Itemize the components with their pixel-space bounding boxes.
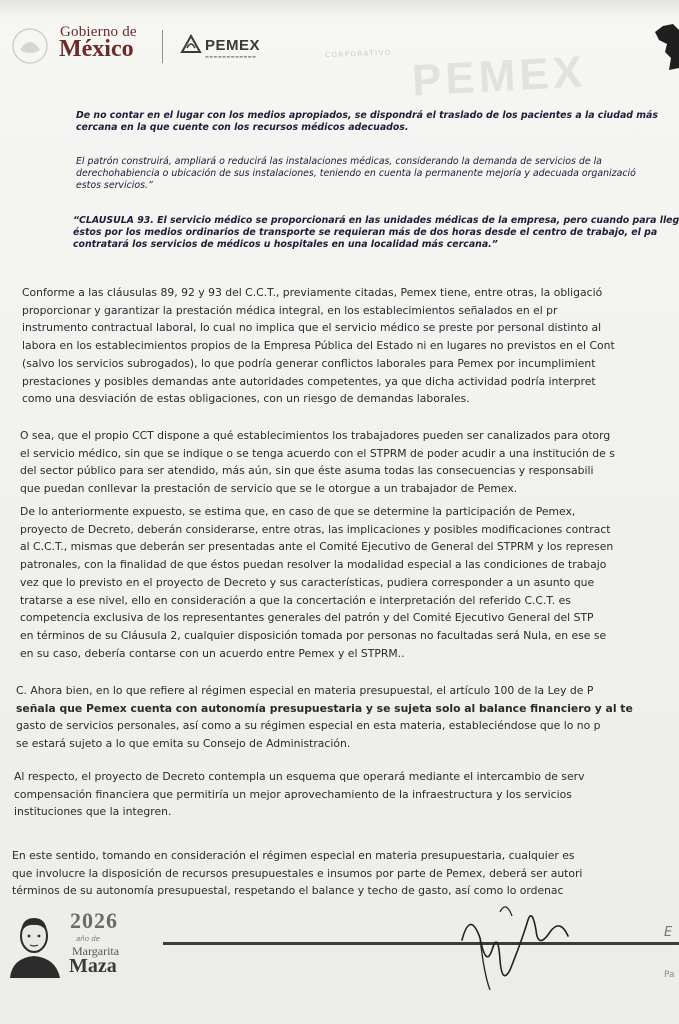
coat-of-arms-icon xyxy=(10,26,50,66)
corner-initial: E xyxy=(664,925,673,940)
paragraph-line: competencia exclusiva de los representantes generales del patrón y del Comité Ejecutivo General del STP xyxy=(20,611,594,625)
pemex-tagline-lines: ▬▬▬▬▬▬▬▬▬▬▬▬ xyxy=(205,54,257,59)
page-number-label: Pa xyxy=(664,970,675,980)
year-of-label: año de xyxy=(76,935,100,943)
paragraph-line: De lo anteriormente expuesto, se estima que, en caso de que se determine la participación de Pemex, xyxy=(20,505,576,518)
quote-line: contratará los servicios de médicos u hospitales en una localidad más cercana.” xyxy=(73,239,498,250)
pemex-logo-icon xyxy=(180,34,202,54)
paragraph-line: el servicio médico, sin que se indique o se tenga acuerdo con el STPRM de poder acudir a una institución de s xyxy=(20,446,615,460)
paragraph-line: En este sentido, tomando en consideración el régimen especial en materia presupuestaria, cualquier es xyxy=(12,849,575,862)
paragraph-line: se estará sujeto a lo que emita su Consejo de Administración. xyxy=(16,737,351,751)
quote-line: “CLÁUSULA 93. El servicio médico se proporcionará en las unidades médicas de la empresa, pero cuando para lleg xyxy=(73,215,679,226)
paragraph-line: que puedan conllevar la prestación de servicio que se le otorgue a un trabajador de Pemex. xyxy=(20,482,518,496)
paragraph-line: instituciones que la integren. xyxy=(14,805,172,819)
margarita-maza-portrait-icon xyxy=(2,908,66,978)
paragraph-line: en su caso, debería contarse con un acuerdo entre Pemex y el STPRM.. xyxy=(20,646,405,660)
quote-line: derechohabiencia o ubicación de sus instalaciones, teniendo en cuenta la permanente mejoría y adecuada organizació xyxy=(76,168,636,179)
pemex-watermark: PEMEX xyxy=(410,47,588,106)
quote-line: El patrón construirá, ampliará o reducirá las instalaciones médicas, considerando la demanda de servicios de la xyxy=(76,156,602,167)
paragraph-line: O sea, que el propio CCT dispone a qué establecimientos los trabajadores pueden ser canalizados para otorg xyxy=(20,429,611,442)
paragraph-line: proyecto de Decreto, deberán considerarse, entre otras, las implicaciones y posibles modificaciones contract xyxy=(20,522,611,536)
footer-rule xyxy=(163,942,679,945)
quote-block-2 xyxy=(76,156,679,192)
paragraph-line: Al respecto, el proyecto de Decreto contempla un esquema que operará mediante el intercambio de serv xyxy=(14,770,585,783)
paragraph-line: instrumento contractual laboral, lo cual no implica que el servicio médico se preste por personal distinto al xyxy=(22,321,602,335)
paragraph-line: vez que lo previsto en el proyecto de Decreto y sus características, pudiera corresponder a un asunto que xyxy=(20,575,595,589)
quote-line: cercana en la que cuente con los recursos médicos adecuados. xyxy=(76,122,409,133)
paragraph-line: señala que Pemex cuenta con autonomía presupuestaria y se sujeta solo al balance financiero y al te xyxy=(16,701,633,715)
paragraph-line: en términos de su Cláusula 2, cualquier disposición tomada por personas no facultadas será Nula, en ese se xyxy=(20,628,607,642)
letterhead xyxy=(0,0,679,106)
paragraph-1 xyxy=(22,284,679,408)
paragraph-line: patronales, con la finalidad de que éstos puedan resolver la modalidad especial a las condiciones de trabajo xyxy=(20,558,607,572)
corporate-tag: CORPORATIVO xyxy=(324,48,392,60)
paragraph-line: proporcionar y garantizar la prestación médica integral, en los establecimientos señalados en el pr xyxy=(22,303,558,317)
paragraph-line: Conforme a las cláusulas 89, 92 y 93 del C.C.T., previamente citadas, Pemex tiene, entre otras, la obligació xyxy=(22,286,603,299)
honoree-last-name: Maza xyxy=(69,955,117,977)
paragraph-2 xyxy=(20,427,679,498)
paragraph-5 xyxy=(14,768,679,821)
quote-line: estos servicios.” xyxy=(76,180,153,191)
quote-line: De no contar en el lugar con los medios apropiados, se dispondrá el traslado de los pacientes a la ciudad más xyxy=(76,110,658,121)
paragraph-line: que involucre la disposición de recursos presupuestales e insumos por parte de Pemex, deberá ser autori xyxy=(12,866,583,880)
paragraph-line: al C.C.T., mismas que deberán ser presentadas ante el Comité Ejecutivo de General del STPRM y los represen xyxy=(20,540,614,554)
handwritten-signature xyxy=(440,890,600,1000)
year-label: 2026 xyxy=(70,908,118,933)
pemex-wordmark: PEMEX xyxy=(205,37,261,54)
paragraph-line: compensación financiera que permitiría un mejor aprovechamiento de la infraestructura y los servicios xyxy=(14,787,572,801)
government-country: México xyxy=(59,36,134,62)
mexico-map-icon xyxy=(645,22,679,72)
paragraph-line: términos de su autonomía presupuestal, respetando el balance y techo de gasto, así como lo ordenac xyxy=(12,884,564,898)
paragraph-3 xyxy=(20,503,679,662)
paragraph-line: del sector público para ser atendido, más aún, sin que éste asuma todas las consecuencias y responsabili xyxy=(20,464,594,478)
paragraph-line: gasto de servicios personales, así como a su régimen especial en esta materia, estableciéndose que lo no p xyxy=(16,719,601,733)
quote-block-3 xyxy=(73,215,679,251)
paragraph-line: tratarse a ese nivel, ello en consideración a que la concertación e interpretación del referido C.C.T. es xyxy=(20,593,571,607)
paragraph-line: como una desviación de estas obligaciones, con un riesgo de demandas laborales. xyxy=(22,392,470,406)
paragraph-line: C. Ahora bien, en lo que refiere al régimen especial en materia presupuestal, el artículo 100 de la Ley de P xyxy=(16,684,594,697)
paragraph-4 xyxy=(16,682,679,753)
header-divider xyxy=(162,30,163,63)
paragraph-line: labora en los establecimientos propios de la Empresa Pública del Estado ni en lugares no previstos en el Cont xyxy=(22,339,615,353)
quote-block-1 xyxy=(76,110,679,134)
honoree-first-name: Margarita xyxy=(72,944,120,958)
government-label: Gobierno de xyxy=(60,24,137,40)
quote-line: éstos por los medios ordinarios de transporte se requieran más de dos horas desde el centro de trabajo, el pa xyxy=(73,227,658,238)
paragraph-line: prestaciones y posibles demandas ante autoridades competentes, ya que dicha actividad podría interpret xyxy=(22,374,596,388)
paragraph-line: (salvo los servicios subrogados), lo que podría generar conflictos laborales para Pemex por incumplimient xyxy=(22,356,596,370)
